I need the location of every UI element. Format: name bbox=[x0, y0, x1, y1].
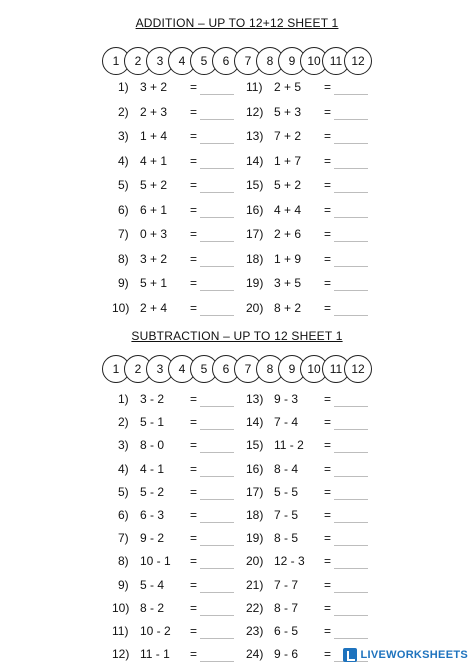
equals-sign: = bbox=[324, 276, 332, 290]
answer-field[interactable] bbox=[200, 452, 234, 453]
problem-expression: 8 - 2 bbox=[140, 600, 165, 615]
problem-expression: 8 - 4 bbox=[274, 461, 299, 476]
answer-field[interactable] bbox=[334, 499, 368, 500]
number-line-circle: 7 bbox=[234, 355, 262, 383]
answer-field[interactable] bbox=[334, 545, 368, 546]
equals-sign: = bbox=[324, 178, 332, 192]
answer-field[interactable] bbox=[200, 429, 234, 430]
equals-sign: = bbox=[324, 577, 332, 592]
problem-expression: 1 + 4 bbox=[140, 129, 168, 143]
equals-sign: = bbox=[190, 80, 198, 94]
number-line-circle: 9 bbox=[278, 47, 306, 75]
answer-field[interactable] bbox=[200, 476, 234, 477]
number-line-circle: 12 bbox=[344, 47, 372, 75]
problem-expression: 4 + 1 bbox=[140, 153, 168, 168]
number-line-circle: 4 bbox=[168, 355, 196, 383]
problem-expression: 6 + 1 bbox=[140, 202, 168, 217]
equals-sign: = bbox=[190, 554, 198, 569]
problem-number: 13) bbox=[246, 129, 264, 143]
problem-number: 22) bbox=[246, 600, 264, 615]
answer-field[interactable] bbox=[334, 406, 368, 407]
problem-expression: 11 - 2 bbox=[274, 438, 304, 453]
problem-expression: 3 + 2 bbox=[140, 80, 168, 94]
problem-expression: 8 - 0 bbox=[140, 438, 165, 453]
number-line-circle: 11 bbox=[322, 355, 350, 383]
problem-number: 24) bbox=[246, 647, 264, 662]
problem-number: 11) bbox=[246, 80, 263, 94]
problem-number: 18) bbox=[246, 251, 264, 266]
problem-number: 18) bbox=[246, 508, 264, 522]
problem-number: 17) bbox=[246, 227, 264, 241]
problem-number: 14) bbox=[246, 415, 264, 430]
problem-number: 9) bbox=[118, 577, 129, 592]
problem-number: 8) bbox=[118, 251, 129, 266]
answer-field[interactable] bbox=[200, 315, 234, 316]
equals-sign: = bbox=[324, 624, 332, 638]
answer-field[interactable] bbox=[200, 94, 234, 95]
problem-number: 15) bbox=[246, 178, 264, 192]
answer-field[interactable] bbox=[200, 406, 234, 407]
equals-sign: = bbox=[190, 508, 198, 522]
answer-field[interactable] bbox=[334, 592, 368, 593]
liveworksheets-logo-icon bbox=[343, 648, 357, 662]
answer-field[interactable] bbox=[334, 452, 368, 453]
problem-expression: 9 - 6 bbox=[274, 647, 299, 662]
answer-field[interactable] bbox=[334, 522, 368, 523]
problem-expression: 8 + 2 bbox=[274, 300, 302, 315]
problem-number: 8) bbox=[118, 554, 129, 569]
number-line-circle: 6 bbox=[212, 355, 240, 383]
problem-expression: 2 + 4 bbox=[140, 300, 168, 315]
answer-field[interactable] bbox=[200, 241, 234, 242]
equals-sign: = bbox=[324, 129, 332, 143]
number-line-circle: 5 bbox=[190, 355, 218, 383]
problem-number: 7) bbox=[118, 227, 129, 241]
problem-expression: 11 - 1 bbox=[140, 647, 170, 662]
equals-sign: = bbox=[190, 438, 198, 453]
equals-sign: = bbox=[190, 202, 198, 217]
problem-number: 10) bbox=[112, 600, 130, 615]
problem-number: 19) bbox=[246, 531, 264, 546]
answer-field[interactable] bbox=[200, 266, 234, 267]
problem-number: 23) bbox=[246, 624, 264, 638]
addition-title: ADDITION – UP TO 12+12 SHEET 1 bbox=[135, 16, 339, 30]
answer-field[interactable] bbox=[334, 266, 368, 267]
answer-field[interactable] bbox=[200, 499, 234, 500]
equals-sign: = bbox=[324, 438, 332, 453]
problem-expression: 3 - 2 bbox=[140, 392, 165, 406]
problem-number: 15) bbox=[246, 438, 264, 453]
problem-expression: 5 + 2 bbox=[274, 178, 302, 192]
equals-sign: = bbox=[324, 153, 332, 168]
equals-sign: = bbox=[324, 647, 332, 662]
equals-sign: = bbox=[190, 624, 198, 638]
problem-expression: 8 - 5 bbox=[274, 531, 299, 546]
answer-field[interactable] bbox=[334, 429, 368, 430]
equals-sign: = bbox=[190, 600, 198, 615]
answer-field[interactable] bbox=[334, 568, 368, 569]
answer-field[interactable] bbox=[200, 661, 234, 662]
problem-number: 2) bbox=[118, 104, 129, 119]
answer-field[interactable] bbox=[200, 119, 234, 120]
answer-field[interactable] bbox=[200, 568, 234, 569]
answer-field[interactable] bbox=[334, 615, 368, 616]
problem-number: 4) bbox=[118, 153, 129, 168]
equals-sign: = bbox=[190, 461, 198, 476]
problem-number: 17) bbox=[246, 484, 264, 499]
problem-number: 1) bbox=[118, 80, 129, 94]
equals-sign: = bbox=[324, 484, 332, 499]
equals-sign: = bbox=[324, 392, 332, 406]
problem-number: 11) bbox=[112, 624, 129, 638]
problem-number: 6) bbox=[118, 202, 129, 217]
equals-sign: = bbox=[324, 415, 332, 430]
number-line-circle: 10 bbox=[300, 355, 328, 383]
problem-expression: 4 + 4 bbox=[274, 202, 302, 217]
answer-field[interactable] bbox=[334, 217, 368, 218]
number-line-circle: 7 bbox=[234, 47, 262, 75]
answer-field[interactable] bbox=[334, 638, 368, 639]
problem-number: 13) bbox=[246, 392, 264, 406]
equals-sign: = bbox=[324, 600, 332, 615]
number-line-circle: 4 bbox=[168, 47, 196, 75]
problem-expression: 5 - 4 bbox=[140, 577, 165, 592]
equals-sign: = bbox=[324, 251, 332, 266]
problem-number: 9) bbox=[118, 276, 129, 290]
problem-number: 2) bbox=[118, 415, 129, 430]
answer-field[interactable] bbox=[334, 241, 368, 242]
answer-field[interactable] bbox=[200, 168, 234, 169]
answer-field[interactable] bbox=[200, 638, 234, 639]
answer-field[interactable] bbox=[200, 592, 234, 593]
number-line-circle: 8 bbox=[256, 47, 284, 75]
answer-field[interactable] bbox=[334, 143, 368, 144]
number-line-circle: 3 bbox=[146, 47, 174, 75]
answer-field[interactable] bbox=[334, 476, 368, 477]
problem-number: 3) bbox=[118, 129, 129, 143]
equals-sign: = bbox=[190, 276, 198, 290]
problem-expression: 5 - 1 bbox=[140, 415, 165, 430]
problem-expression: 7 - 4 bbox=[274, 415, 299, 430]
answer-field[interactable] bbox=[200, 217, 234, 218]
liveworksheets-watermark bbox=[343, 647, 469, 663]
equals-sign: = bbox=[190, 300, 198, 315]
problem-expression: 7 - 7 bbox=[274, 577, 299, 592]
equals-sign: = bbox=[190, 153, 198, 168]
problem-number: 1) bbox=[118, 392, 129, 406]
problem-expression: 1 + 7 bbox=[274, 153, 302, 168]
equals-sign: = bbox=[190, 104, 198, 119]
answer-field[interactable] bbox=[200, 545, 234, 546]
number-line-circle: 8 bbox=[256, 355, 284, 383]
problem-expression: 1 + 9 bbox=[274, 251, 302, 266]
number-line-circle: 1 bbox=[102, 355, 130, 383]
answer-field[interactable] bbox=[334, 192, 368, 193]
brand-text: LIVEWORKSHEETS bbox=[360, 649, 468, 661]
problem-expression: 2 + 5 bbox=[274, 80, 302, 94]
subtraction-title: SUBTRACTION – UP TO 12 SHEET 1 bbox=[131, 329, 343, 343]
answer-field[interactable] bbox=[334, 290, 368, 291]
problem-number: 5) bbox=[118, 178, 129, 192]
equals-sign: = bbox=[190, 178, 198, 192]
number-line-circle: 10 bbox=[300, 47, 328, 75]
equals-sign: = bbox=[324, 554, 332, 569]
problem-number: 4) bbox=[118, 461, 129, 476]
answer-field[interactable] bbox=[334, 168, 368, 169]
answer-field[interactable] bbox=[200, 615, 234, 616]
problem-number: 12) bbox=[246, 104, 264, 119]
problem-expression: 9 - 3 bbox=[274, 392, 299, 406]
problem-number: 16) bbox=[246, 461, 264, 476]
number-line-circle: 9 bbox=[278, 355, 306, 383]
problem-expression: 6 - 3 bbox=[140, 508, 165, 522]
equals-sign: = bbox=[190, 647, 198, 662]
problem-expression: 8 - 7 bbox=[274, 600, 299, 615]
equals-sign: = bbox=[190, 415, 198, 430]
answer-field[interactable] bbox=[334, 315, 368, 316]
equals-sign: = bbox=[324, 104, 332, 119]
answer-field[interactable] bbox=[200, 290, 234, 291]
problem-expression: 5 - 2 bbox=[140, 484, 165, 499]
number-line-circle: 1 bbox=[102, 47, 130, 75]
problem-number: 3) bbox=[118, 438, 129, 453]
equals-sign: = bbox=[324, 227, 332, 241]
problem-number: 19) bbox=[246, 276, 264, 290]
problem-number: 10) bbox=[112, 300, 130, 315]
number-line-circle: 3 bbox=[146, 355, 174, 383]
equals-sign: = bbox=[190, 392, 198, 406]
problem-expression: 2 + 3 bbox=[140, 104, 168, 119]
answer-field[interactable] bbox=[200, 143, 234, 144]
equals-sign: = bbox=[324, 202, 332, 217]
problem-expression: 0 + 3 bbox=[140, 227, 168, 241]
number-line-circle: 2 bbox=[124, 355, 152, 383]
problem-number: 20) bbox=[246, 554, 264, 569]
answer-field[interactable] bbox=[200, 522, 234, 523]
problem-expression: 2 + 6 bbox=[274, 227, 302, 241]
problem-number: 14) bbox=[246, 153, 264, 168]
problem-expression: 9 - 2 bbox=[140, 531, 165, 546]
number-line-circle: 5 bbox=[190, 47, 218, 75]
equals-sign: = bbox=[190, 129, 198, 143]
problem-number: 5) bbox=[118, 484, 129, 499]
number-line-circle: 11 bbox=[322, 47, 350, 75]
problem-expression: 7 - 5 bbox=[274, 508, 299, 522]
answer-field[interactable] bbox=[200, 192, 234, 193]
problem-expression: 3 + 2 bbox=[140, 251, 168, 266]
problem-number: 20) bbox=[246, 300, 264, 315]
equals-sign: = bbox=[324, 508, 332, 522]
problem-expression: 10 - 1 bbox=[140, 554, 171, 569]
equals-sign: = bbox=[190, 577, 198, 592]
equals-sign: = bbox=[190, 227, 198, 241]
equals-sign: = bbox=[190, 531, 198, 546]
equals-sign: = bbox=[324, 461, 332, 476]
equals-sign: = bbox=[190, 251, 198, 266]
problem-number: 7) bbox=[118, 531, 129, 546]
problem-expression: 5 + 2 bbox=[140, 178, 168, 192]
problem-number: 6) bbox=[118, 508, 129, 522]
number-line-circle: 6 bbox=[212, 47, 240, 75]
answer-field[interactable] bbox=[334, 94, 368, 95]
equals-sign: = bbox=[324, 300, 332, 315]
equals-sign: = bbox=[190, 484, 198, 499]
problem-expression: 3 + 5 bbox=[274, 276, 302, 290]
number-line-circle: 12 bbox=[344, 355, 372, 383]
problem-expression: 4 - 1 bbox=[140, 461, 165, 476]
problem-number: 12) bbox=[112, 647, 130, 662]
problem-expression: 6 - 5 bbox=[274, 624, 299, 638]
answer-field[interactable] bbox=[334, 119, 368, 120]
number-line-circle: 2 bbox=[124, 47, 152, 75]
problem-number: 16) bbox=[246, 202, 264, 217]
problem-number: 21) bbox=[246, 577, 264, 592]
problem-expression: 5 - 5 bbox=[274, 484, 299, 499]
equals-sign: = bbox=[324, 80, 332, 94]
problem-expression: 7 + 2 bbox=[274, 129, 302, 143]
problem-expression: 12 - 3 bbox=[274, 554, 305, 569]
equals-sign: = bbox=[324, 531, 332, 546]
problem-expression: 10 - 2 bbox=[140, 624, 171, 638]
problem-expression: 5 + 1 bbox=[140, 276, 168, 290]
problem-expression: 5 + 3 bbox=[274, 104, 302, 119]
